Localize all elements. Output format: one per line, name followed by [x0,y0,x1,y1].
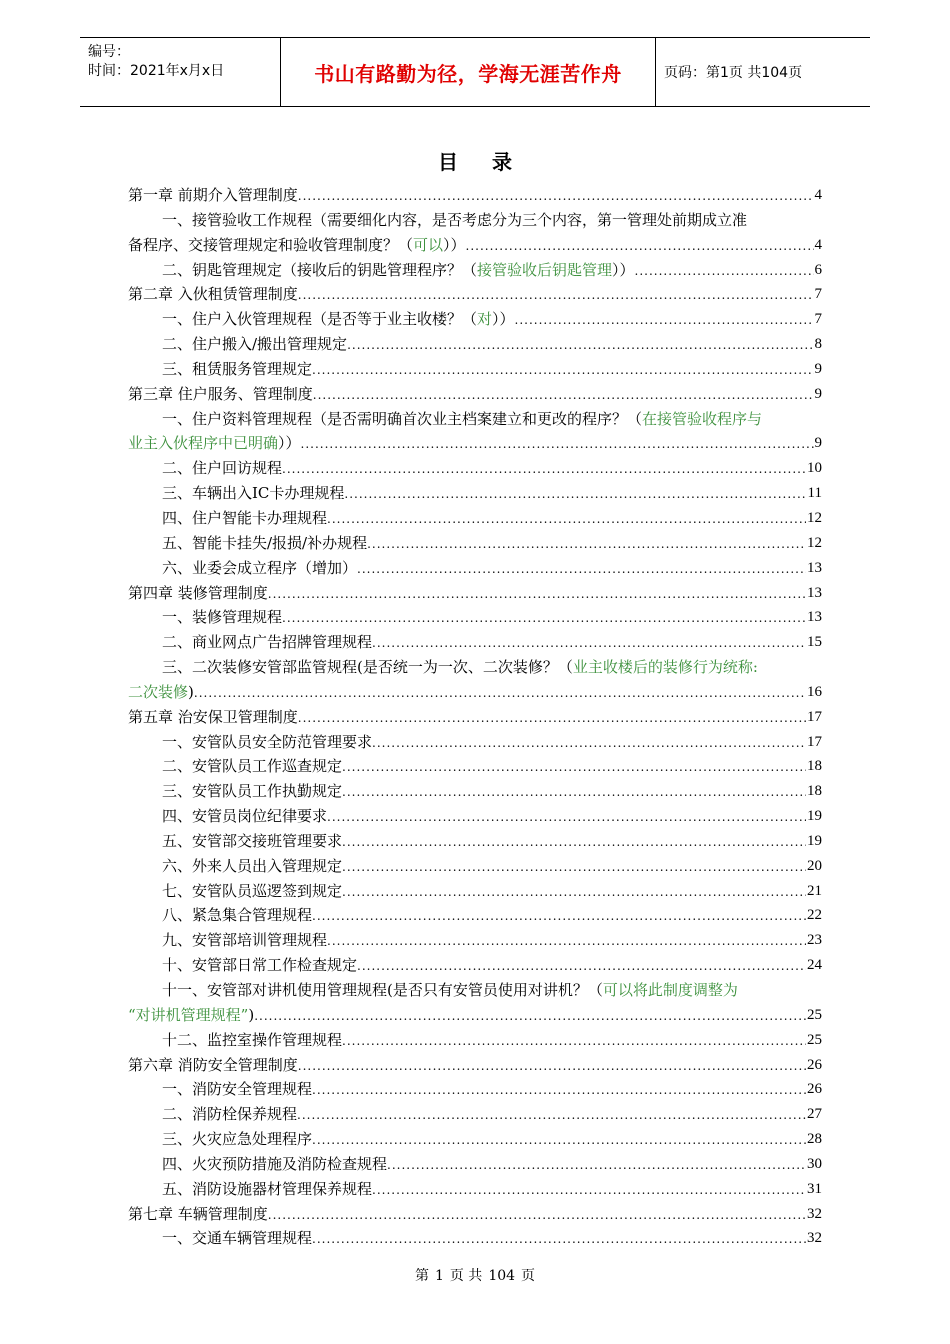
toc-entry-label [128,382,313,407]
toc-chapter[interactable] [128,705,822,730]
dot-leader [298,282,814,307]
toc-entry-page: 8 [814,336,822,353]
toc-entry-text: 十二、监控室操作管理规程 [162,1030,343,1049]
header-motto: 书山有路勤为径，学海无涯苦作舟 [314,61,622,86]
toc-entry-text: 三、二次装修安管部监管规程(是否统一为一次、二次装修？（ [162,658,573,677]
toc-entry-text: 三、车辆出入IC卡办理规程 [162,484,345,503]
toc-chapter[interactable] [128,282,822,307]
toc-entry-text: 第二章 入伙租赁管理制度 [128,285,298,304]
toc-entry-text: 六、外来人员出入管理规定 [162,856,343,875]
toc-entry-page: 19 [807,832,822,849]
toc-entry-text: 五、智能卡挂失/报损/补办规程 [162,533,368,552]
toc-entry[interactable] [128,829,822,854]
toc-entry-label [162,1152,387,1177]
dot-leader [327,928,806,953]
toc-entry-page: 17 [807,708,822,725]
toc-entry-page: 13 [807,584,822,601]
toc-title: 目录 [438,150,546,174]
toc-entry[interactable] [128,1127,822,1152]
dot-leader [372,730,806,755]
toc-entry-page: 16 [807,683,822,700]
toc-entry[interactable] [128,779,822,804]
toc-entry-label [162,332,347,357]
toc-entry[interactable] [128,556,822,581]
toc-entry-annotation: 在接管验收程序与 [642,409,763,428]
toc-entry-text: 五、消防设施器材管理保养规程 [162,1179,373,1198]
footer-prefix: 第 [414,1268,429,1284]
toc-entry[interactable] [128,1226,822,1251]
toc-entry-text: 十、安管部日常工作检查规定 [162,956,358,975]
dot-leader [342,779,806,804]
toc-entry[interactable] [128,754,822,779]
toc-entry-label [162,630,372,655]
dot-leader [367,531,806,556]
dot-leader [342,1028,806,1053]
toc-entry[interactable] [128,804,822,829]
toc-entry[interactable] [128,407,822,457]
toc-entry-text: 第五章 治安保卫管理制度 [128,707,298,726]
dot-leader [342,754,806,779]
toc-entry[interactable] [128,1152,822,1177]
toc-entry[interactable] [128,928,822,953]
toc-entry-page: 25 [807,1006,822,1023]
dot-leader [466,233,814,258]
footer-page: 1 [434,1268,444,1284]
dot-leader [312,357,813,382]
toc-entry[interactable] [128,456,822,481]
toc-entry-label [162,953,357,978]
toc-entry-text: 二、消防栓保养规程 [162,1105,298,1124]
toc-entry-label [128,282,298,307]
toc-entry-page: 12 [807,509,822,526]
toc-entry-text: 备程序、交接管理规定和验收管理制度？（ [128,235,414,254]
toc-entry[interactable] [128,655,822,705]
toc-entry-page: 18 [807,758,822,775]
toc-entry-tail: ）） [443,235,466,254]
toc-entry-text: 九、安管部培训管理规程 [162,931,328,950]
toc-entry[interactable] [128,208,822,258]
toc-entry[interactable] [128,903,822,928]
toc-entry-label [162,854,342,879]
toc-entry[interactable] [128,481,822,506]
toc-entry-label [162,903,312,928]
toc-entry-label [162,1028,342,1053]
toc-entry-text: 一、住户资料管理规程（是否需明确首次业主档案建立和更改的程序？（ [162,409,643,428]
dot-leader [372,1177,806,1202]
dot-leader [312,1127,806,1152]
toc-entry-page: 18 [807,783,822,800]
dot-leader [342,829,806,854]
toc-entry-text: 四、住户智能卡办理规程 [162,508,328,527]
toc-entry-label [128,1003,254,1028]
toc-entry-annotation: 可以 [413,235,444,254]
toc-entry-label [162,481,344,506]
toc-entry-page: 4 [814,236,822,253]
toc-entry-page: 12 [807,534,822,551]
dot-leader [313,382,814,407]
toc-entry-page: 17 [807,733,822,750]
toc-entry-page: 19 [807,808,822,825]
dot-leader [312,1077,806,1102]
header-motto-cell [280,38,656,106]
footer-suffix: 页 [521,1268,536,1284]
toc-entry-label [128,233,466,258]
toc-entry[interactable] [128,630,822,655]
toc-entry-label [128,431,301,456]
dot-leader [357,556,806,581]
dot-leader [342,879,806,904]
toc-entry-label [162,1102,297,1127]
dot-leader [344,481,806,506]
toc-entry-annotation: 业主收楼后的装修行为统称: [572,658,758,677]
toc-entry-label [162,730,372,755]
toc-entry-text: 十一、安管部对讲机使用管理规程(是否只有安管员使用对讲机？（ [162,981,603,999]
toc-entry-label [128,581,268,606]
toc-entry-text: 五、安管部交接班管理要求 [162,831,343,850]
dot-leader [515,307,814,332]
toc-entry-text: ）） [278,434,301,453]
toc-entry-page: 9 [814,360,822,377]
toc-entry-annotation: 可以将此制度调整为 [602,981,738,999]
toc-entry-text: 第一章 前期介入管理制度 [128,186,298,204]
toc-entry-text: 第四章 装修管理制度 [128,583,268,602]
toc-entry-label [162,605,282,630]
toc-entry-text: 第三章 住户服务、管理制度 [128,384,313,403]
toc-entry[interactable] [128,978,822,1028]
toc-entry-page: 23 [807,932,822,949]
toc-entry[interactable] [128,258,822,283]
toc-entry-page: 10 [807,460,822,477]
dot-leader [301,431,814,456]
document-code: 编号： [88,44,130,60]
toc-entry-text: 三、火灾应急处理程序 [162,1130,313,1149]
header-page-count: 页码：第1页 共104页 [664,65,803,81]
toc-entry-page: 9 [814,385,822,402]
toc-entry[interactable] [128,307,822,332]
toc-entry-tail: ）） [492,310,515,329]
toc-entry[interactable] [128,357,822,382]
toc-entry-page: 7 [814,286,822,303]
dot-leader [342,854,806,879]
page-header [80,37,870,107]
dot-leader [297,1102,806,1127]
toc-entry[interactable] [128,605,822,630]
toc-entry-page: 21 [807,882,822,899]
toc-entry-page: 20 [807,857,822,874]
dot-leader [282,605,806,630]
toc-entry-label [162,1226,312,1251]
toc-entry-text: 一、接管验收工作规程（需要细化内容，是否考虑分为三个内容，第一管理处前期成立准 [162,210,748,229]
toc-entry-page: 30 [807,1155,822,1172]
toc-entry-text: 第六章 消防安全管理制度 [128,1055,298,1074]
toc-entry-text: 三、租赁服务管理规定 [162,359,313,378]
footer-total: 104 [488,1268,516,1284]
document-date: 时间：2021年x月x日 [88,63,225,79]
toc-entry-page: 28 [807,1131,822,1148]
header-info-cell [80,38,280,106]
dot-leader [372,630,806,655]
toc-chapter[interactable] [128,581,822,606]
dot-leader [387,1152,806,1177]
toc-entry-text: 四、安管员岗位纪律要求 [162,807,328,826]
toc-entry-text: 六、业委会成立程序（增加） [162,558,358,577]
toc-entry-label [162,804,327,829]
page-footer [0,1265,950,1285]
toc-chapter[interactable] [128,1053,822,1078]
toc-entry-label [162,506,327,531]
dot-leader [282,456,806,481]
toc-entry[interactable] [128,879,822,904]
toc-chapter[interactable] [128,382,822,407]
dot-leader [254,1003,806,1028]
toc-entry[interactable] [128,332,822,357]
toc-entry-page: 27 [807,1106,822,1123]
dot-leader [312,903,806,928]
toc-entry-text: 七、安管队员巡逻签到规定 [162,881,343,900]
toc-entry-text: 一、消防安全管理规程 [162,1080,313,1099]
toc-entry-label [162,357,312,382]
toc-entry-text: 一、装修管理规程 [162,608,283,627]
toc-entry-text: 一、安管队员安全防范管理要求 [162,732,373,751]
toc-entry-label [162,928,327,953]
toc-entry-annotation: 二次装修 [128,682,189,701]
toc-entry-text: 八、紧急集合管理规程 [162,906,313,925]
toc-entry-label [128,183,298,208]
toc-entry-page: 26 [807,1056,822,1073]
dot-leader [298,705,806,730]
dot-leader [312,1226,806,1251]
toc-entry-page: 15 [807,634,822,651]
toc-entry-text: 二、住户回访规程 [162,459,283,478]
toc-entry-page: 32 [807,1230,822,1247]
table-of-contents [128,183,822,1251]
toc-entry[interactable] [128,1102,822,1127]
toc-entry-page: 9 [814,435,822,452]
toc-entry-text: 二、商业网点广告招牌管理规程 [162,633,373,652]
toc-entry-label [162,1177,372,1202]
toc-entry-text: ) [248,1005,255,1024]
toc-entry-label [128,680,194,705]
toc-entry-page: 31 [807,1180,822,1197]
toc-entry-label [162,879,342,904]
header-pager-cell [656,38,870,106]
toc-entry-label [162,456,282,481]
toc-entry-annotation: “对讲机管理规程” [128,1005,249,1024]
toc-entry[interactable] [128,854,822,879]
toc-entry-annotation: 对 [477,310,493,329]
toc-entry-page: 32 [807,1205,822,1222]
dot-leader [298,1053,806,1078]
toc-chapter[interactable] [128,183,822,208]
toc-entry-text: 第七章 车辆管理制度 [128,1204,268,1223]
toc-entry-annotation: 业主入伙程序中已明确 [128,434,279,453]
toc-entry-label [162,779,342,804]
dot-leader [327,804,806,829]
toc-entry-text: 四、火灾预防措施及消防检查规程 [162,1154,388,1173]
dot-leader [635,258,814,283]
toc-entry-annotation: 接管验收后钥匙管理 [477,260,613,279]
dot-leader [194,680,806,705]
dot-leader [347,332,813,357]
dot-leader [298,183,814,208]
toc-entry-label [128,1053,298,1078]
toc-entry-page: 13 [807,609,822,626]
toc-entry-page: 26 [807,1081,822,1098]
toc-entry-text: 三、安管队员工作执勤规定 [162,782,343,801]
toc-entry-text: ) [188,682,194,701]
toc-entry-page: 11 [807,485,822,502]
toc-entry[interactable] [128,953,822,978]
dot-leader [268,1202,806,1227]
toc-entry-page: 6 [814,261,822,278]
toc-entry-page: 24 [807,957,822,974]
toc-entry-label [162,1077,312,1102]
toc-entry[interactable] [128,1028,822,1053]
toc-entry-text: 二、安管队员工作巡查规定 [162,757,343,776]
toc-entry-label [162,307,515,332]
toc-entry-label [162,556,357,581]
toc-entry-label [162,754,342,779]
toc-entry-page: 13 [807,559,822,576]
toc-entry[interactable] [128,1177,822,1202]
toc-entry-tail: ）） [612,260,635,279]
toc-entry-label [162,829,342,854]
toc-entry-label [162,531,367,556]
toc-entry-text: 二、住户搬入/搬出管理规定 [162,335,348,354]
toc-entry[interactable] [128,730,822,755]
dot-leader [357,953,806,978]
toc-chapter[interactable] [128,1202,822,1227]
toc-entry-label [162,1127,312,1152]
dot-leader [268,581,806,606]
toc-entry-page: 4 [814,187,822,203]
toc-entry-label [128,1202,268,1227]
toc-entry-page: 25 [807,1031,822,1048]
dot-leader [327,506,806,531]
toc-entry-page: 7 [814,311,822,328]
toc-entry-text: 二、钥匙管理规定（接收后的钥匙管理程序？（ [162,260,478,279]
toc-entry[interactable] [128,506,822,531]
toc-entry-label [128,705,298,730]
toc-entry[interactable] [128,1077,822,1102]
toc-entry-text: 一、交通车辆管理规程 [162,1229,313,1248]
toc-entry-page: 22 [807,907,822,924]
toc-entry-label [162,258,635,283]
footer-mid: 页 共 [449,1268,483,1284]
toc-entry[interactable] [128,531,822,556]
toc-entry-text: 一、住户入伙管理规程（是否等于业主收楼？（ [162,310,478,329]
